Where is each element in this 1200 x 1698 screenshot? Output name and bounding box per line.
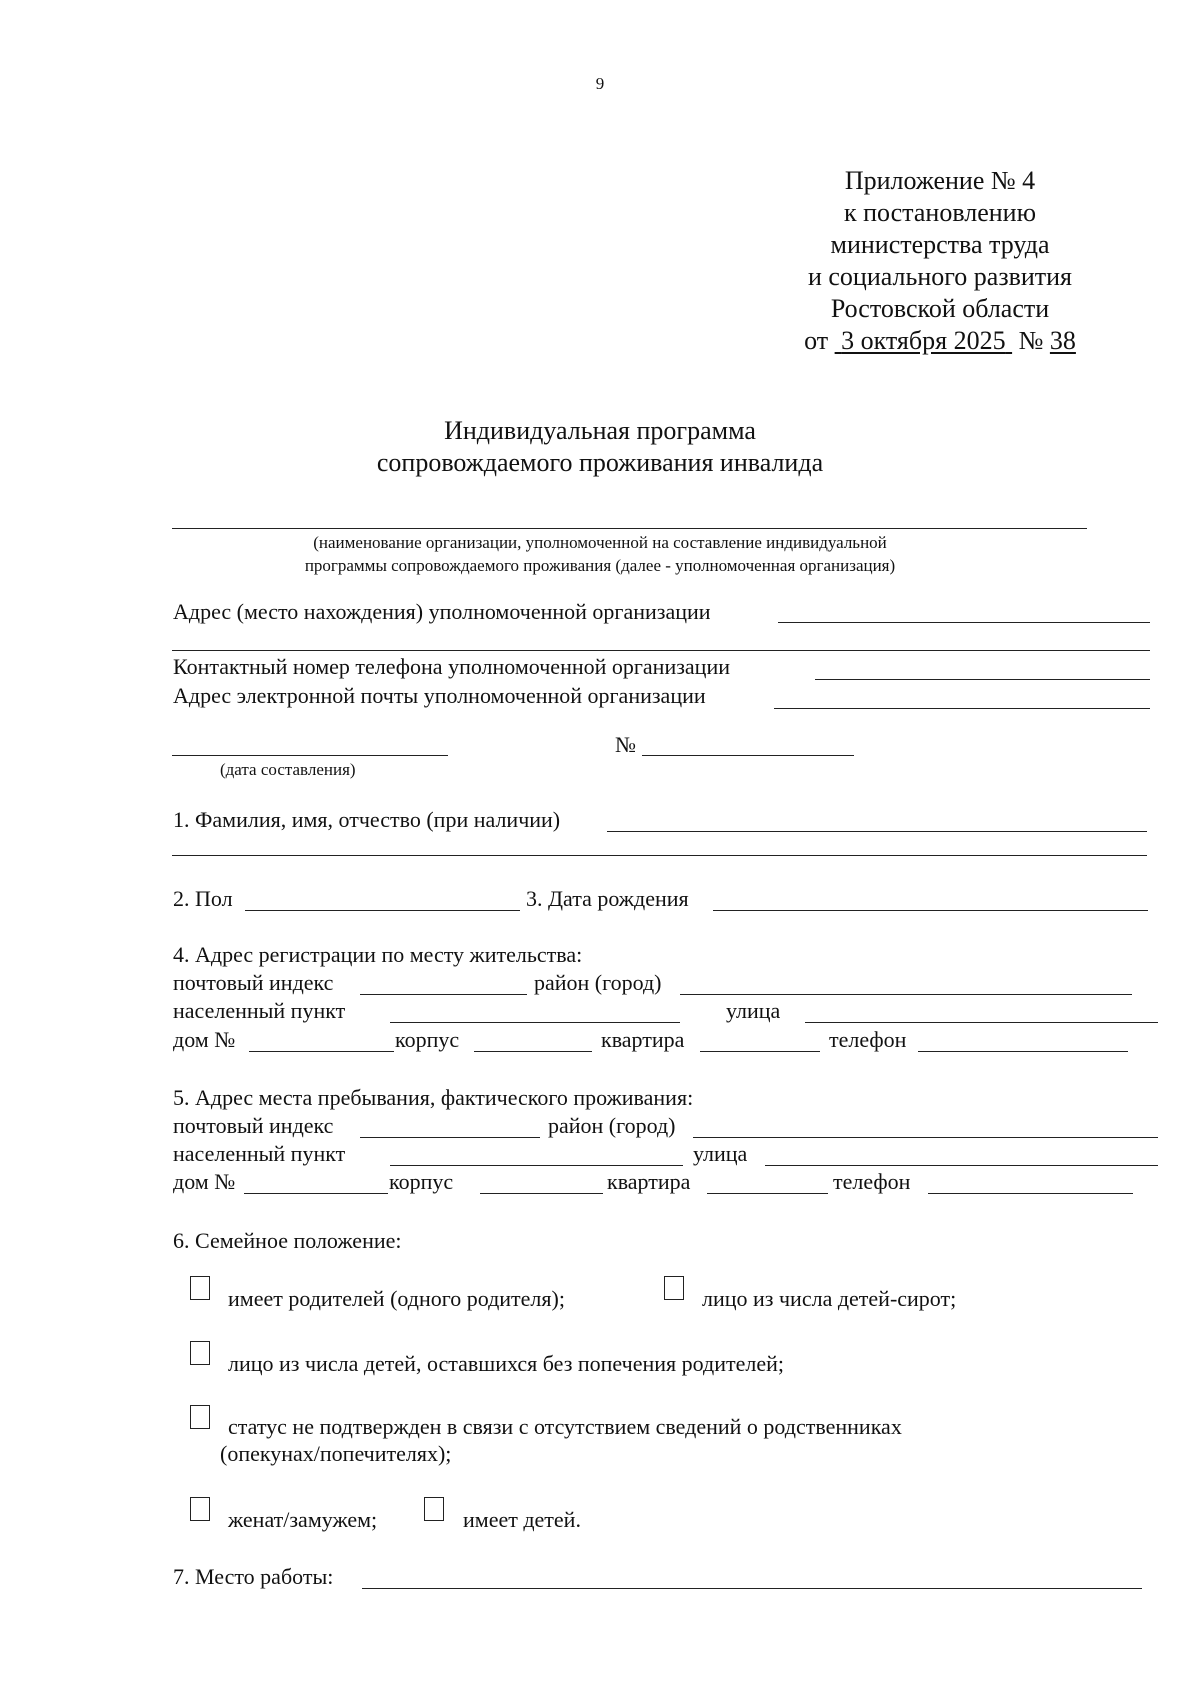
org-address-label: Адрес (место нахождения) уполномоченной организации — [173, 599, 711, 624]
appendix-line-2: к постановлению — [843, 198, 1037, 227]
org-email-field[interactable] — [774, 708, 1150, 709]
opt-parents-label: имеет родителей (одного родителя); — [228, 1286, 565, 1311]
appendix-line-4: и социального развития — [807, 262, 1073, 291]
reg-district-field[interactable] — [680, 994, 1132, 995]
doc-number-label: № — [615, 732, 636, 757]
opt-married-label: женат/замужем; — [228, 1507, 378, 1532]
reg-locality-field[interactable] — [390, 1022, 680, 1023]
birth-date-label: 3. Дата рождения — [526, 886, 689, 911]
res-district-label: район (город) — [548, 1113, 676, 1138]
org-phone-field[interactable] — [815, 679, 1150, 680]
res-building-field[interactable] — [480, 1193, 603, 1194]
residence-heading: 5. Адрес места пребывания, фактического проживания: — [173, 1085, 694, 1110]
res-apartment-label: квартира — [607, 1169, 691, 1194]
work-label: 7. Место работы: — [173, 1564, 334, 1589]
appendix-date-line — [740, 325, 1140, 357]
reg-apartment-label: квартира — [601, 1027, 685, 1052]
appendix-header — [740, 165, 1140, 357]
res-phone-field[interactable] — [928, 1193, 1133, 1194]
checkbox-no-care[interactable] — [190, 1341, 210, 1365]
org-name-field[interactable] — [172, 528, 1087, 529]
reg-street-field[interactable] — [805, 1022, 1158, 1023]
res-house-field[interactable] — [244, 1193, 388, 1194]
checkbox-married[interactable] — [190, 1497, 210, 1521]
reg-apartment-field[interactable] — [700, 1051, 820, 1052]
reg-locality-label: населенный пункт — [173, 998, 346, 1023]
reg-house-field[interactable] — [249, 1051, 394, 1052]
appendix-line-3: министерства труда — [830, 230, 1050, 259]
doc-number-field[interactable] — [642, 755, 854, 756]
title-line-2: сопровождаемого проживания инвалида — [376, 448, 824, 477]
page-number: 9 — [595, 74, 605, 93]
org-phone-label: Контактный номер телефона уполномоченной организации — [173, 654, 730, 679]
org-address-field-cont[interactable] — [172, 650, 1150, 651]
org-address-field[interactable] — [778, 622, 1150, 623]
appendix-date: 3 октября 2025 — [841, 326, 1006, 355]
compile-date-field[interactable] — [172, 755, 448, 756]
org-note-line-1: (наименование организации, уполномоченной на составление индивидуальной — [313, 533, 887, 552]
checkbox-status-unconfirmed[interactable] — [190, 1405, 210, 1429]
reg-postal-field[interactable] — [360, 994, 527, 995]
sex-field[interactable] — [245, 910, 520, 911]
sex-label: 2. Пол — [173, 886, 233, 911]
res-postal-field[interactable] — [360, 1137, 540, 1138]
res-locality-label: населенный пункт — [173, 1141, 346, 1166]
reg-postal-label: почтовый индекс — [173, 970, 334, 995]
checkbox-children[interactable] — [424, 1497, 444, 1521]
org-note-line-2: программы сопровождаемого проживания (далее - уполномоченная организация) — [304, 556, 896, 575]
opt-no-care-label: лицо из числа детей, оставшихся без попечения родителей; — [228, 1351, 784, 1376]
fio-field-cont[interactable] — [172, 855, 1147, 856]
org-email-label: Адрес электронной почты уполномоченной организации — [173, 683, 706, 708]
reg-phone-label: телефон — [829, 1027, 907, 1052]
family-heading: 6. Семейное положение: — [173, 1228, 402, 1253]
checkbox-parents[interactable] — [190, 1276, 210, 1300]
opt-children-label: имеет детей. — [463, 1507, 581, 1532]
reg-building-label: корпус — [395, 1027, 460, 1052]
appendix-number-label: № — [1018, 326, 1044, 355]
reg-street-label: улица — [726, 998, 781, 1023]
appendix-from-label: от — [804, 326, 829, 355]
compile-date-note: (дата составления) — [220, 760, 356, 779]
work-field[interactable] — [362, 1588, 1142, 1589]
res-postal-label: почтовый индекс — [173, 1113, 334, 1138]
appendix-number: 38 — [1049, 326, 1076, 355]
document-title — [0, 415, 1200, 479]
res-street-label: улица — [693, 1141, 748, 1166]
res-phone-label: телефон — [833, 1169, 911, 1194]
appendix-line-1: Приложение № 4 — [844, 166, 1036, 195]
res-apartment-field[interactable] — [707, 1193, 828, 1194]
opt-status-line-2: (опекунах/попечителях); — [220, 1441, 452, 1466]
res-building-label: корпус — [389, 1169, 454, 1194]
birth-date-field[interactable] — [713, 910, 1148, 911]
checkbox-orphan[interactable] — [664, 1276, 684, 1300]
opt-orphan-label: лицо из числа детей-сирот; — [702, 1286, 957, 1311]
registration-heading: 4. Адрес регистрации по месту жительства: — [173, 942, 583, 967]
reg-building-field[interactable] — [474, 1051, 592, 1052]
reg-district-label: район (город) — [534, 970, 662, 995]
reg-house-label: дом № — [173, 1027, 236, 1052]
res-district-field[interactable] — [693, 1137, 1158, 1138]
title-line-1: Индивидуальная программа — [444, 416, 756, 445]
appendix-line-5: Ростовской области — [830, 294, 1050, 323]
reg-phone-field[interactable] — [918, 1051, 1128, 1052]
res-house-label: дом № — [173, 1169, 236, 1194]
opt-status-line-1: статус не подтвержден в связи с отсутствием сведений о родственниках — [228, 1414, 902, 1439]
res-street-field[interactable] — [765, 1165, 1158, 1166]
fio-label: 1. Фамилия, имя, отчество (при наличии) — [173, 807, 561, 832]
res-locality-field[interactable] — [390, 1165, 683, 1166]
fio-field[interactable] — [607, 831, 1147, 832]
